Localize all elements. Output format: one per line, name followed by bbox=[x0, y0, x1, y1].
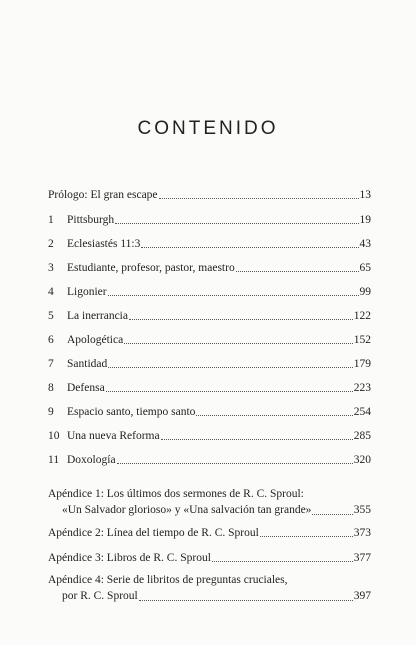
toc-entry-title: Pittsburgh bbox=[67, 214, 115, 226]
toc-entry-11 bbox=[48, 453, 371, 467]
dot-leader bbox=[236, 270, 359, 272]
chapter-number: 8 bbox=[48, 382, 54, 394]
chapter-number: 1 bbox=[48, 214, 54, 226]
appendix-title: Apéndice 2: Línea del tiempo de R. C. Sproul bbox=[48, 527, 259, 539]
toc-entry-8 bbox=[48, 381, 371, 395]
appendix-title-line2: «Un Salvador glorioso» y «Una salvación tan grande» bbox=[62, 504, 312, 516]
appendix-title-line2-row bbox=[48, 588, 371, 604]
toc-entry-page: 320 bbox=[353, 454, 371, 466]
toc-entry-title: Eclesiastés 11:3 bbox=[67, 238, 141, 250]
toc-entry-7 bbox=[48, 357, 371, 371]
toc-appendix-2 bbox=[48, 526, 371, 540]
toc-appendix-4 bbox=[48, 572, 371, 604]
chapter-number: 7 bbox=[48, 358, 54, 370]
toc-entry-page: 65 bbox=[359, 262, 371, 274]
dot-leader bbox=[141, 246, 358, 248]
toc-entry-9 bbox=[48, 405, 371, 419]
appendix-title-line1: Apéndice 4: Serie de libritos de preguntas cruciales, bbox=[48, 574, 288, 586]
toc-entry-title: Apologética bbox=[67, 334, 124, 346]
toc-entry-page: 19 bbox=[359, 214, 371, 226]
toc-entry-title: Espacio santo, tiempo santo bbox=[67, 406, 196, 418]
toc-entry-title: Doxología bbox=[67, 454, 116, 466]
toc-appendix-1 bbox=[48, 486, 371, 518]
toc-appendix-3 bbox=[48, 551, 371, 565]
toc-entry-prologue bbox=[48, 188, 371, 202]
dot-leader bbox=[212, 560, 353, 562]
chapter-number: 4 bbox=[48, 286, 54, 298]
appendix-page: 355 bbox=[353, 504, 371, 516]
toc-entry-title: Santidad bbox=[67, 358, 108, 370]
toc-entry-4 bbox=[48, 285, 371, 299]
toc-entry-10 bbox=[48, 429, 371, 443]
appendix-title-line2: por R. C. Sproul bbox=[62, 590, 138, 602]
toc-entry-page: 122 bbox=[353, 310, 371, 322]
chapter-number: 6 bbox=[48, 334, 54, 346]
dot-leader bbox=[108, 366, 353, 368]
toc-entry-title: Estudiante, profesor, pastor, maestro bbox=[67, 262, 235, 274]
dot-leader bbox=[139, 599, 353, 601]
chapter-number: 9 bbox=[48, 406, 54, 418]
toc-entry-title: La inerrancia bbox=[67, 310, 128, 322]
toc-entry-page: 254 bbox=[353, 406, 371, 418]
appendix-title-line2-row bbox=[48, 502, 371, 518]
appendix-page: 397 bbox=[353, 590, 371, 602]
chapter-number: 2 bbox=[48, 238, 54, 250]
appendix-page: 373 bbox=[353, 527, 371, 539]
toc-entry-page: 223 bbox=[353, 382, 371, 394]
dot-leader bbox=[106, 390, 353, 392]
page-title: CONTENIDO bbox=[137, 118, 279, 139]
toc-entry-2 bbox=[48, 237, 371, 251]
toc-entry-page: 99 bbox=[359, 286, 371, 298]
dot-leader bbox=[196, 414, 352, 416]
toc-entry-page: 43 bbox=[359, 238, 371, 250]
dot-leader bbox=[108, 294, 359, 296]
toc-entry-page: 179 bbox=[353, 358, 371, 370]
chapter-number: 10 bbox=[48, 430, 60, 442]
dot-leader bbox=[312, 513, 352, 515]
appendix-page: 377 bbox=[353, 552, 371, 564]
toc-entry-title: Ligonier bbox=[67, 286, 107, 298]
appendix-title-line1: Apéndice 1: Los últimos dos sermones de R. C. Sproul: bbox=[48, 488, 304, 500]
dot-leader bbox=[115, 222, 358, 224]
chapter-number: 3 bbox=[48, 262, 54, 274]
toc-entry-1 bbox=[48, 213, 371, 227]
toc-entry-3 bbox=[48, 261, 371, 275]
dot-leader bbox=[159, 197, 359, 199]
dot-leader bbox=[161, 438, 353, 440]
dot-leader bbox=[260, 535, 353, 537]
chapter-number: 11 bbox=[48, 454, 60, 466]
toc-entry-page: 13 bbox=[359, 189, 371, 201]
chapter-number: 5 bbox=[48, 310, 54, 322]
toc-entry-6 bbox=[48, 333, 371, 347]
dot-leader bbox=[129, 318, 353, 320]
toc-entry-page: 152 bbox=[353, 334, 371, 346]
toc-entry-title: Una nueva Reforma bbox=[67, 430, 160, 442]
toc-entry-title: Defensa bbox=[67, 382, 105, 394]
toc-entry-page: 285 bbox=[353, 430, 371, 442]
appendix-title: Apéndice 3: Libros de R. C. Sproul bbox=[48, 552, 211, 564]
dot-leader bbox=[124, 342, 353, 344]
toc-entry-5 bbox=[48, 309, 371, 323]
dot-leader bbox=[117, 462, 353, 464]
toc-entry-title: Prólogo: El gran escape bbox=[48, 189, 158, 201]
